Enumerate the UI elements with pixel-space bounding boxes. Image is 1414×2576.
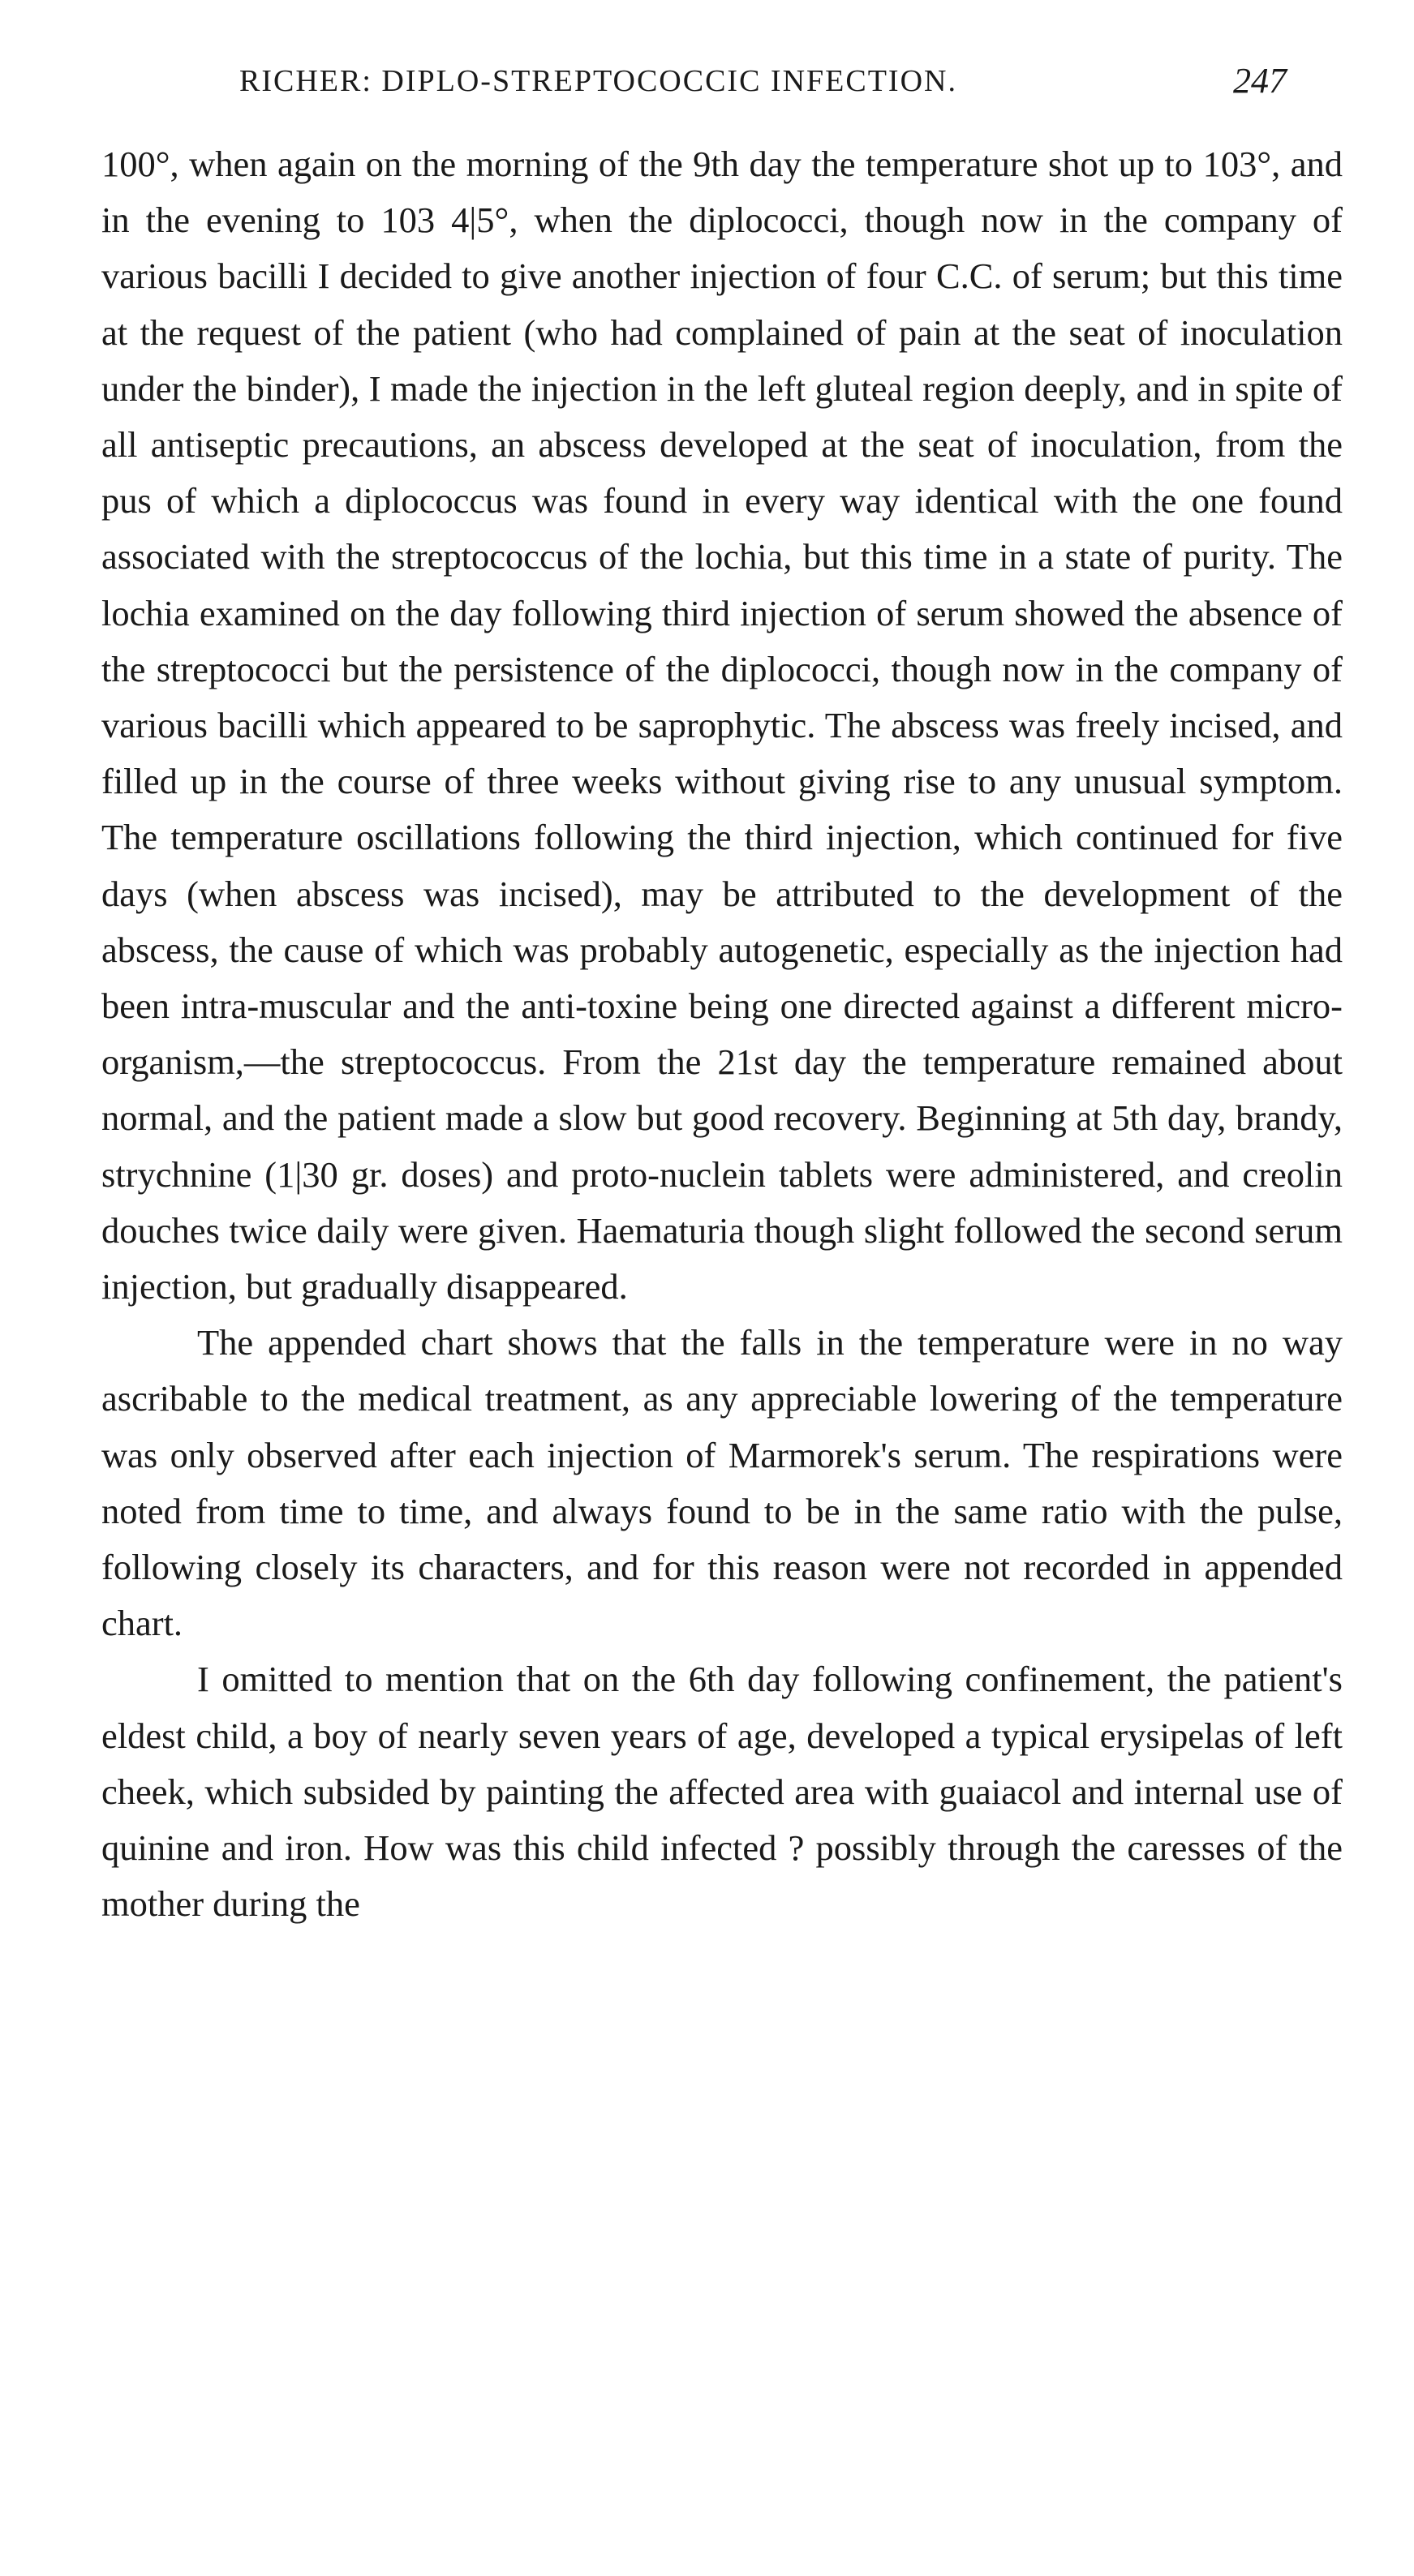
running-title: RICHER: DIPLO-STREPTOCOCCIC INFECTION. — [239, 64, 957, 98]
running-header — [239, 63, 1391, 112]
paragraph-continued: 100°, when again on the morning of the 9th day the temperature shot up to 103°, and in the evening to 103 4|5°, when the diplococci, though now in the company of various bacilli I decided to give another injection of four C.C. of serum; but this time at the request of the patient (who had complained of pain at the seat of inoculation under the binder), I made the injection in the left gluteal region deeply, and in spite of all antiseptic precautions, an abscess developed at the seat of inoculation, from the pus of which a diplococcus was found in every way identical with the one found associated with the streptococcus of the lochia, but this time in a state of purity. The lochia examined on the day following third injection of serum showed the absence of the streptococci but the persistence of the diplococci, though now in the company of various bacilli which appeared to be saprophytic. The abscess was freely incised, and filled up in the course of three weeks without giving rise to any unusual symptom. The temperature oscillations following the third injection, which continued for five days (when abscess was incised), may be attributed to the development of the abscess, the cause of which was probably autogenetic, especially as the injection had been intra-muscular and the anti-toxine being one directed against a different micro-organism,—the streptococcus. From the 21st day the temperature remained about normal, and the patient made a slow but good recovery. Beginning at 5th day, brandy, strychnine (1|30 gr. doses) and proto-nuclein tablets were administered, and creolin douches twice daily were given. Haematuria though slight followed the second serum injection, but gradually disappeared. — [101, 144, 1343, 1307]
paragraph-erysipelas: I omitted to mention that on the 6th day following confinement, the patient's eldest child, a boy of nearly seven years of age, developed a typical erysipelas of left cheek, which subsided by painting the affected area with guaiacol and internal use of quinine and iron. How was this child infected ? possibly through the caresses of the mother during the — [101, 1659, 1343, 1925]
paragraph-appended-chart: The appended chart shows that the falls in the temperature were in no way ascribable to the medical treatment, as any appreciable lowering of the temperature was only observed after each injection of Marmorek's serum. The respirations were noted from time to time, and always found to be in the same ratio with the pulse, following closely its characters, and for this reason were not recorded in appended chart. — [101, 1322, 1343, 1644]
page-number: 247 — [1233, 61, 1287, 101]
body-text — [101, 136, 1343, 1933]
